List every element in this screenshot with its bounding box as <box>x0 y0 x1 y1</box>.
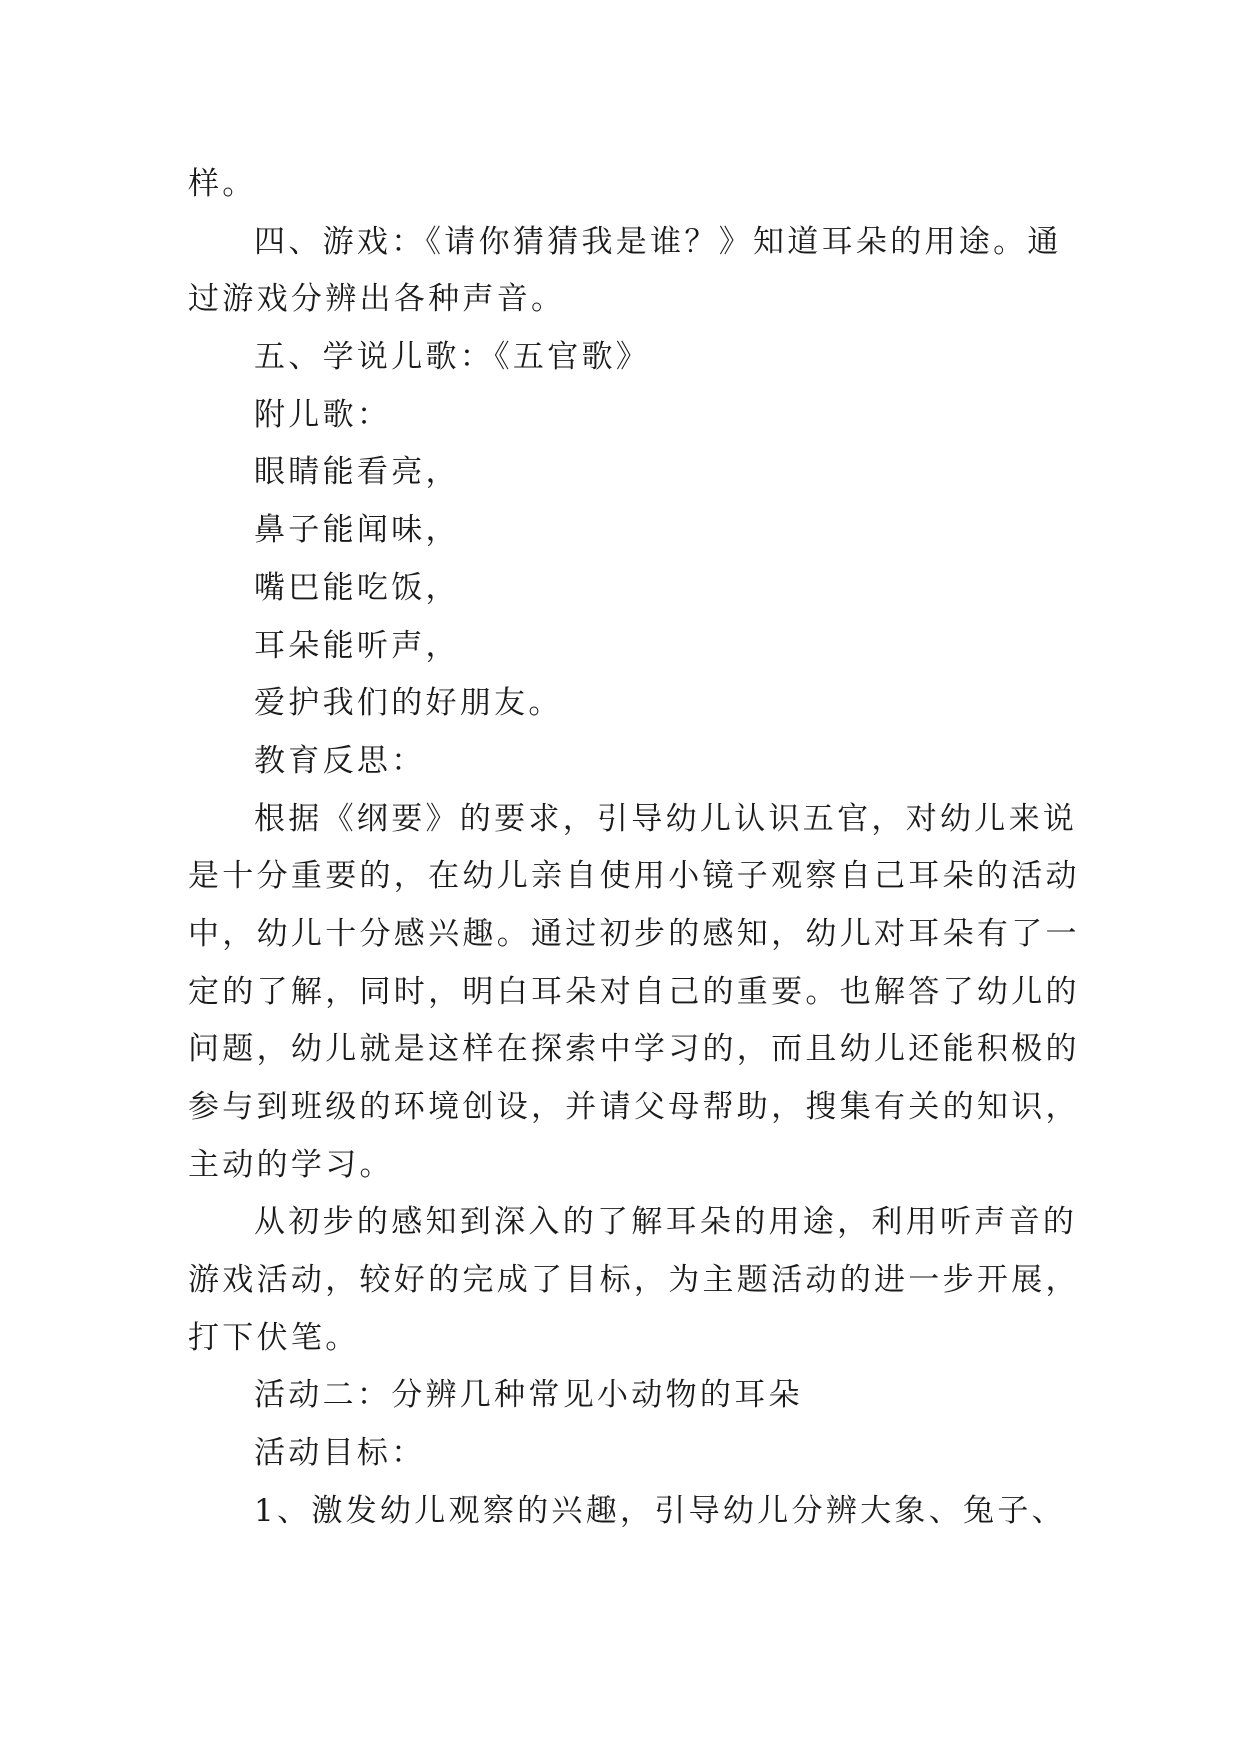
text-line: 活动目标： <box>254 1435 426 1472</box>
text-line: 耳朵能听声， <box>254 627 460 664</box>
text-line: 样。 <box>188 166 257 202</box>
text-line: 爱护我们的好朋友。 <box>254 685 563 722</box>
text-line: 主动的学习。 <box>188 1146 394 1183</box>
text-line: 中，幼儿十分感兴趣。通过初步的感知，幼儿对耳朵有了一 <box>188 915 1080 952</box>
text-line: 1、激发幼儿观察的兴趣，引导幼儿分辨大象、兔子、 <box>254 1492 1066 1529</box>
text-line: 定的了解，同时，明白耳朵对自己的重要。也解答了幼儿的 <box>188 973 1080 1010</box>
text-line: 嘴巴能吃饭， <box>254 569 460 606</box>
text-line: 问题，幼儿就是这样在探索中学习的，而且幼儿还能积极的 <box>188 1031 1080 1068</box>
document-body <box>188 156 1080 1541</box>
text-line: 五、学说儿歌：《五官歌》 <box>254 339 651 376</box>
text-line: 附儿歌： <box>254 396 392 433</box>
text-line: 是十分重要的，在幼儿亲自使用小镜子观察自己耳朵的活动 <box>188 858 1080 895</box>
text-line: 打下伏笔。 <box>188 1319 360 1356</box>
text-line: 教育反思： <box>254 742 426 779</box>
text-line: 鼻子能闻味， <box>254 512 460 549</box>
text-line: 参与到班级的环境创设，并请父母帮助，搜集有关的知识， <box>188 1089 1080 1125</box>
text-line: 从初步的感知到深入的了解耳朵的用途，利用听声音的 <box>254 1204 1078 1241</box>
text-line: 四、游戏：《请你猜猜我是谁？》知道耳朵的用途。通 <box>254 223 1062 260</box>
text-line: 活动二：分辨几种常见小动物的耳朵 <box>254 1377 803 1414</box>
text-line: 过游戏分辨出各种声音。 <box>188 281 566 318</box>
text-line: 游戏活动，较好的完成了目标，为主题活动的进一步开展， <box>188 1262 1080 1299</box>
text-line: 眼睛能看亮， <box>254 454 460 491</box>
text-line: 根据《纲要》的要求，引导幼儿认识五官，对幼儿来说 <box>254 800 1078 837</box>
